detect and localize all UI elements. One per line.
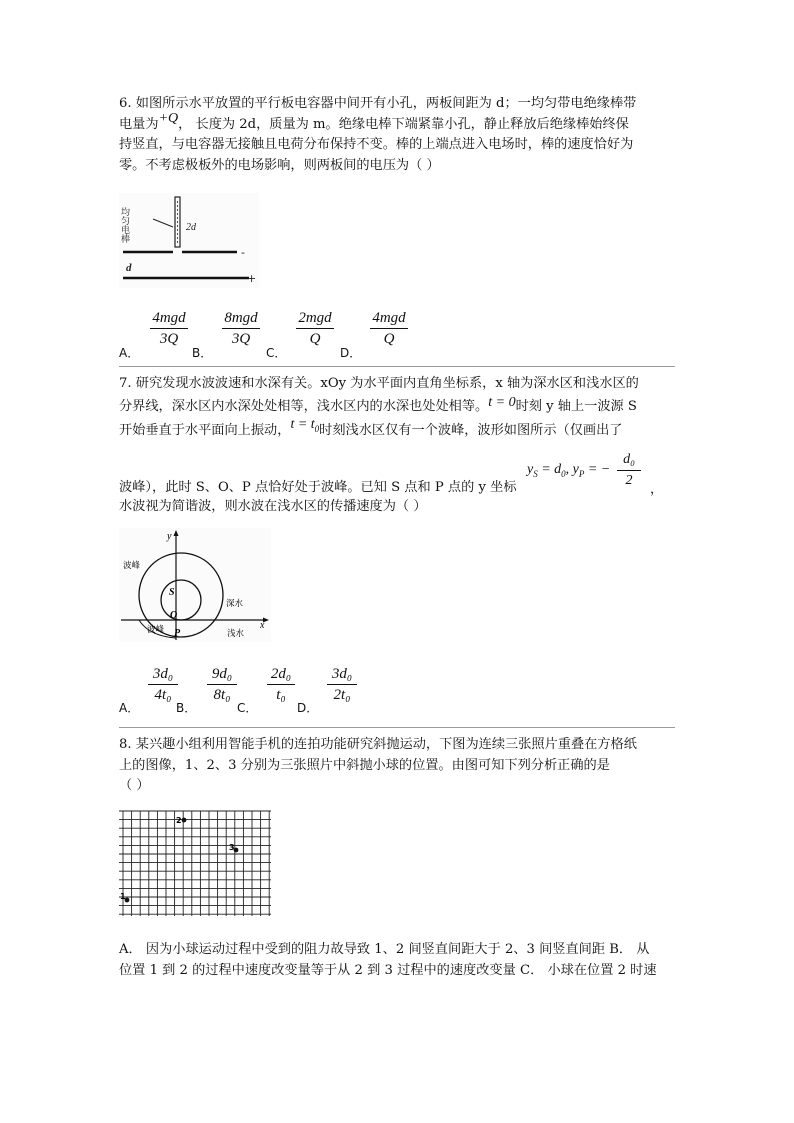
q7-line-2 (119, 394, 675, 418)
q6-line-2 (119, 110, 675, 136)
q6-line-4: 零。不考虑极板外的电场影响，则两板间的电压为（ ） (119, 157, 440, 173)
q6-option-b[interactable] (222, 309, 260, 348)
q7-y-p-num: d₀ (623, 452, 635, 467)
q7-t-equals-t0-main: t = t (290, 417, 315, 432)
q7-y-p-var: , y (565, 462, 579, 477)
rod-length-label: 2d (186, 222, 196, 233)
q6-option-b-den: 3Q (231, 331, 251, 347)
minus-label: - (241, 246, 245, 259)
y-axis-label: y (167, 531, 172, 542)
q7-t-equals-zero: t = 0 (488, 394, 516, 410)
gap-label: d (126, 262, 132, 274)
q7-t-equals-t0-sub: 0 (314, 423, 320, 434)
q7-line-3 (119, 417, 675, 445)
rod-label: 均匀电棒 (119, 207, 129, 243)
q7-option-a[interactable] (148, 665, 178, 704)
q6-option-b-letter: B． (192, 346, 213, 360)
q7-line-4: 波峰），此时 S、O、P 点恰好处于波峰。已知 S 点和 P 点的 y 坐标 (119, 480, 517, 495)
q8-line-3: （ ） (119, 778, 150, 793)
shallow-water-label: 浅水 (227, 629, 245, 639)
crest-label-top: 波峰 (123, 561, 141, 571)
q7-y-p-fraction (617, 451, 641, 490)
q7-line-3a: 开始垂直于水平面向上振动， (119, 423, 291, 438)
q7-option-d-letter: D． (297, 701, 319, 715)
crest-label-bottom: 波峰 (147, 625, 165, 635)
q7-option-d[interactable] (327, 665, 357, 704)
q7-option-c-den: t₀ (276, 687, 286, 703)
origin-label: O (170, 610, 178, 621)
q7-option-b[interactable] (207, 665, 237, 704)
q7-y-p-den: 2 (625, 473, 633, 488)
q8-answer-line-2: 位置 1 到 2 的过程中速度改变量等于从 2 到 3 过程中的速度改变量 C． 小球在位置 2 时速 (119, 962, 657, 978)
label-1: 1 (120, 892, 126, 901)
separator-2 (119, 727, 675, 728)
q7-line-3b: 时刻浅水区仅有一个波峰，波形如图所示（仅画出了 (319, 423, 623, 438)
point-s-label: S (169, 587, 175, 598)
q7-y-s-eq: = d (537, 462, 562, 477)
point-p-label: P (174, 628, 181, 639)
q7-option-a-num: 3d₀ (152, 666, 174, 682)
q7-line-1: 7. 研究发现水波波速和水深有关。xOy 为水平面内直角坐标系，x 轴为深水区和浅水区的 (119, 376, 639, 391)
q6-line-3: 持竖直，与电容器无接触且电荷分布保持不变。棒的上端点进入电场时，棒的速度恰好为 (119, 137, 634, 152)
q7-option-a-letter: A． (119, 701, 140, 715)
q6-option-c-den: Q (309, 331, 321, 347)
q7-y-p-sub: P (578, 468, 585, 479)
q6-option-a[interactable] (150, 309, 188, 348)
question-6 (119, 94, 675, 176)
q6-option-c[interactable] (296, 309, 334, 348)
q8-line-1: 8. 某兴趣小组利用智能手机的连拍功能研究斜抛运动，下图为连续三张照片重叠在方格纸 (119, 737, 637, 752)
q6-capacitor-figure (119, 193, 259, 288)
q7-option-b-den: 8t₀ (213, 687, 231, 703)
q6-line-2a: 电量为 (119, 116, 159, 132)
q8-answer-line-1: A． 因为小球运动过程中受到的阻力故导致 1、2 间竖直间距大于 2、3 间竖直间距 B． 从 (119, 942, 650, 957)
q6-option-c-letter: C． (266, 346, 287, 360)
label-2: 2 (176, 816, 182, 825)
q7-y-coordinates (527, 462, 610, 479)
q7-y-s-var: y (527, 462, 534, 477)
q7-t-equals-t0 (290, 417, 319, 432)
question-8 (119, 735, 675, 797)
q7-comma: ， (650, 482, 664, 497)
q7-line-2a: 分界线，深水区内水深处处相等，浅水区内的水深也处处相等。 (119, 398, 489, 414)
q7-option-d-num: 3d₀ (331, 666, 353, 682)
q7-wave-figure (119, 528, 271, 642)
separator-1 (119, 366, 675, 367)
plus-label: + (247, 272, 257, 285)
q6-option-c-num: 2mgd (298, 310, 332, 326)
x-axis-label: x (260, 620, 265, 631)
q7-y-s-sub: S (533, 468, 538, 479)
q6-line-1: 6. 如图所示水平放置的平行板电容器中间开有小孔，两板间距为 d；一均匀带电绝缘棒带 (119, 96, 637, 111)
question-7 (119, 374, 675, 445)
q8-grid-figure (119, 808, 275, 920)
q6-option-d[interactable] (370, 309, 408, 348)
q6-charge: +Q (158, 110, 179, 126)
q6-option-b-num: 8mgd (224, 310, 258, 326)
q6-option-d-num: 4mgd (372, 310, 406, 326)
q6-option-a-den: 3Q (159, 331, 179, 347)
q7-line-2b: 时刻 y 轴上一波源 S (515, 398, 637, 414)
q7-option-b-num: 9d₀ (211, 666, 233, 682)
deep-water-label: 深水 (226, 599, 244, 609)
q6-option-d-den: Q (383, 331, 395, 347)
q8-line-2: 上的图像，1、2、3 分别为三张照片中斜抛小球的位置。由图可知下列分析正确的是 (119, 757, 610, 773)
q7-option-b-letter: B． (176, 701, 197, 715)
q7-option-c-letter: C． (237, 701, 258, 715)
ball-position-2 (182, 818, 187, 823)
q8-answers (119, 940, 675, 981)
q7-option-c[interactable] (267, 665, 295, 704)
q7-option-a-den: 4t₀ (154, 687, 172, 703)
q6-option-d-letter: D． (340, 346, 362, 360)
q7-y-s-d0-sub: 0 (561, 468, 566, 479)
q6-option-a-letter: A． (119, 346, 140, 360)
q6-option-a-num: 4mgd (152, 310, 186, 326)
q7-y-p-eq: = − (584, 462, 611, 477)
label-3: 3 (229, 843, 235, 852)
q6-line-2b: ， 长度为 2d，质量为 m。绝缘电棒下端紧靠小孔，静止释放后绝缘棒始终保 (178, 116, 629, 132)
q7-option-c-num: 2d₀ (270, 666, 292, 682)
q7-line-5: 水波视为简谐波，则水波在浅水区的传播速度为（ ） (119, 499, 427, 514)
q7-option-d-den: 2t₀ (333, 687, 351, 703)
